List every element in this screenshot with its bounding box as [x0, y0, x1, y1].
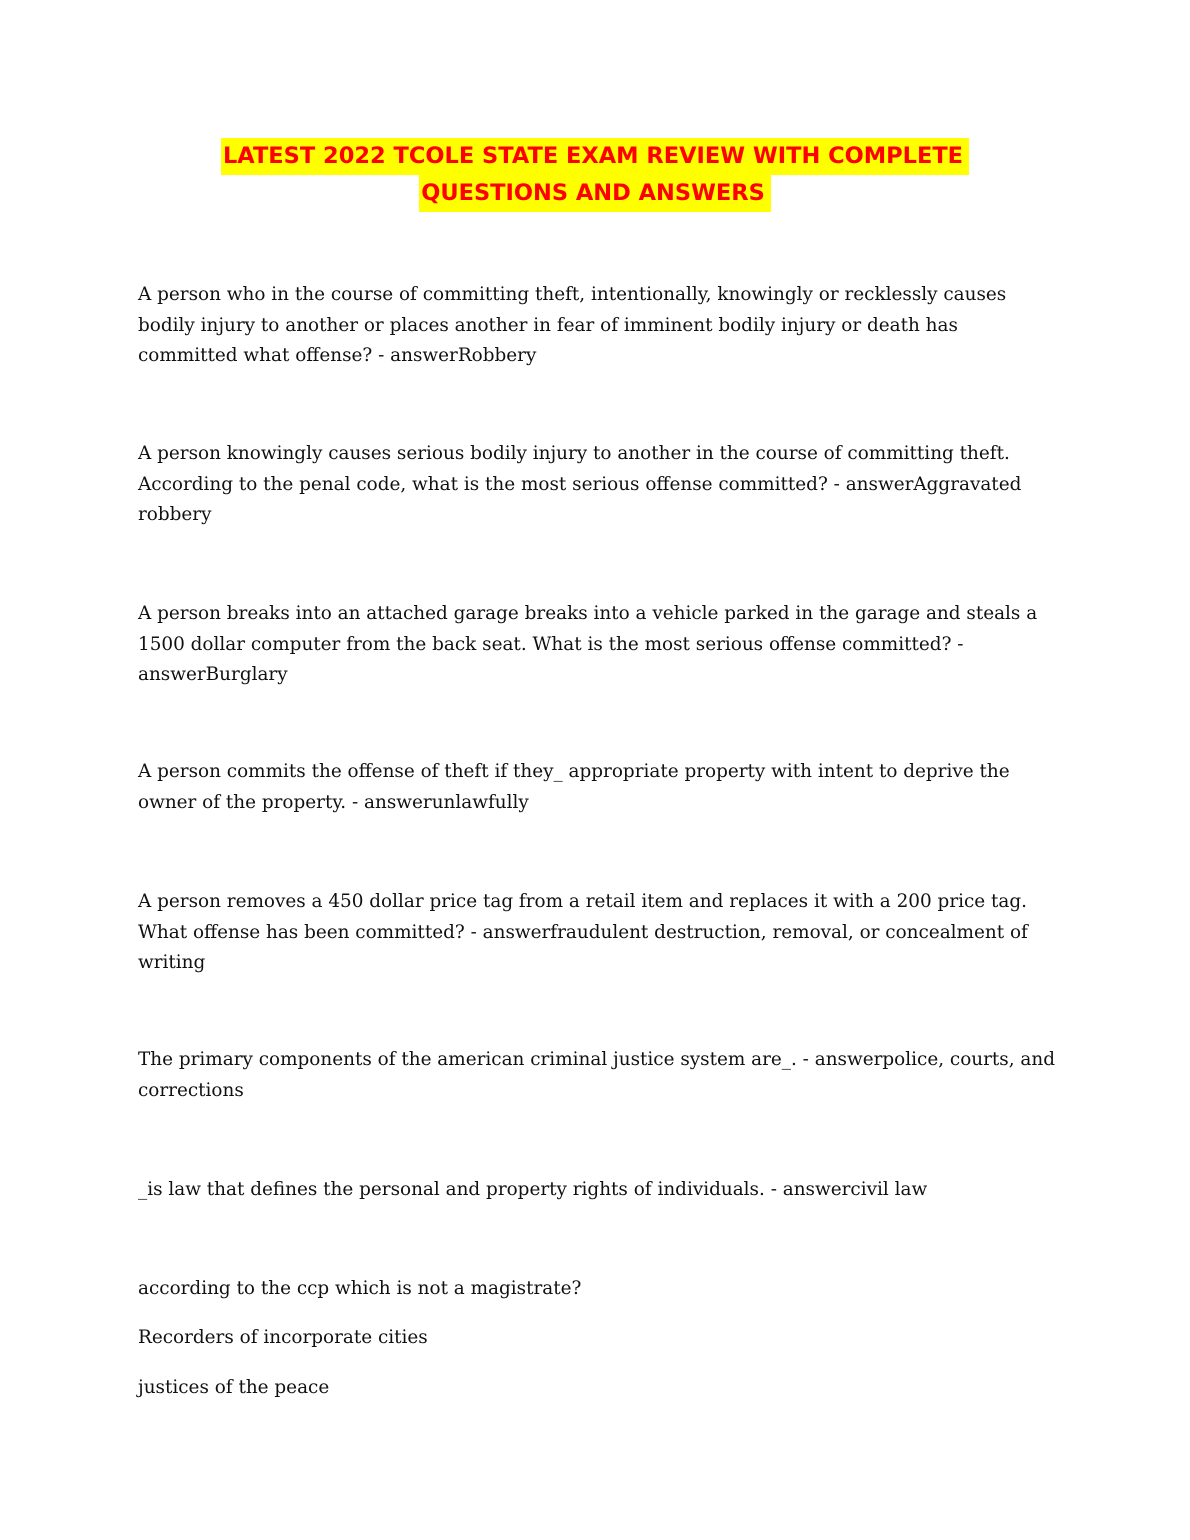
qa-line: corrections	[138, 1079, 244, 1101]
qa-line: A person knowingly causes serious bodily injury to another in the course of committing theft.	[138, 443, 1010, 464]
option-1	[138, 1323, 1058, 1354]
qa-line: The primary components of the american criminal justice system are_. - answerpolice, courts, and	[138, 1049, 1055, 1070]
title-line-1: LATEST 2022 TCOLE STATE EXAM REVIEW WITH COMPLETE	[221, 138, 969, 175]
qa-entry-4	[138, 757, 1058, 818]
qa-line: _is law that defines the personal and property rights of individuals. - answercivil law	[138, 1179, 928, 1200]
option-text: Recorders of incorporate cities	[138, 1327, 428, 1348]
qa-line: A person removes a 450 dollar price tag from a retail item and replaces it with a 200 price tag.	[138, 891, 1027, 912]
qa-line: answerBurglary	[138, 664, 288, 685]
qa-line: According to the penal code, what is the most serious offense committed? - answerAggravated	[138, 473, 1022, 495]
qa-entry-3	[138, 599, 1058, 691]
qa-line: A person commits the offense of theft if they_ appropriate property with intent to deprive the	[138, 761, 1010, 782]
qa-line: A person who in the course of committing theft, intentionally, knowingly or recklessly causes	[138, 284, 1007, 305]
qa-line: bodily injury to another or places another in fear of imminent bodily injury or death has	[138, 314, 958, 336]
final-question	[138, 1274, 1058, 1305]
option-2	[138, 1373, 1058, 1404]
qa-entry-2	[138, 439, 1058, 531]
qa-line: owner of the property. - answerunlawfully	[138, 791, 529, 813]
qa-line: A person breaks into an attached garage breaks into a vehicle parked in the garage and steals a	[138, 603, 1038, 624]
qa-entry-1	[138, 280, 1058, 372]
qa-line: committed what offense? - answerRobbery	[138, 345, 537, 366]
document-title	[0, 138, 1190, 212]
title-line-2: QUESTIONS AND ANSWERS	[419, 175, 771, 212]
question-text: according to the ccp which is not a magistrate?	[138, 1278, 582, 1299]
qa-entry-7	[138, 1175, 1058, 1206]
qa-entry-5	[138, 887, 1058, 979]
option-text: justices of the peace	[138, 1377, 330, 1398]
qa-line: robbery	[138, 504, 212, 525]
qa-line: 1500 dollar computer from the back seat. What is the most serious offense committed? -	[138, 633, 964, 655]
qa-entry-6	[138, 1045, 1058, 1106]
qa-line: What offense has been committed? - answerfraudulent destruction, removal, or concealment of	[138, 921, 1028, 943]
qa-line: writing	[138, 952, 206, 973]
